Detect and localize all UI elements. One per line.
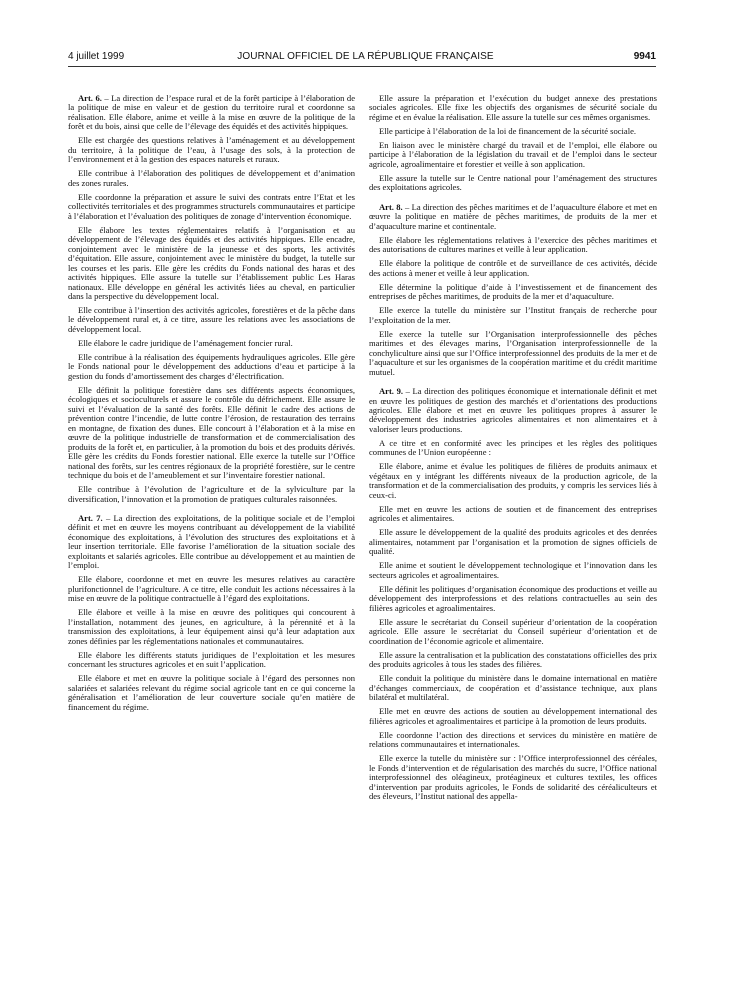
article-label: Art. 9.	[379, 386, 403, 397]
body-paragraph: Elle met en œuvre des actions de soutien au développement international des filières agricoles et agroalimentaires et participe à la promotion de leurs produits.	[369, 706, 657, 726]
body-paragraph: Elle assure le développement de la qualité des produits agricoles et des denrées alimentaires, notamment par l’organisation et la promotion de signes officiels de qualité.	[369, 527, 657, 557]
body-paragraph: Elle exerce la tutelle du ministère sur : l’Office interprofessionnel des céréales, le Fonds d’intervention et de régularisation des marchés du sucre, l’Office national interprofessionnel des oléagineux, protéagineux et cultures textiles, les offices d’intervention par produits agricoles, le Fonds de solidarité des céréaliculteurs et des éleveurs, l’Institut national des appella-	[369, 753, 657, 801]
body-paragraph: Elle assure la centralisation et la publication des constatations officielles des prix des produits agricoles à tous les stades des filières.	[369, 649, 657, 670]
body-paragraph: Elle élabore et veille à la mise en œuvre des politiques qui concourent à l’installation, notamment des jeunes, en agriculture, à la pérennité et à la transmission des exploitations, à leur équipement ainsi qu’à leur adaptation aux zones définies par les réglementations nationales et communautaires.	[68, 607, 355, 646]
article-paragraph	[68, 514, 355, 571]
body-paragraph: Elle est chargée des questions relatives à l’aménagement et au développement du territoire, à la politique de l’eau, à l’usage des sols, à la protection de l’environnement et à la gestion des espaces naturels et ruraux.	[68, 135, 355, 165]
body-paragraph: Elle assure le secrétariat du Conseil supérieur d’orientation de la coopération agricole. Elle assure le secrétariat du Conseil supérieur d’orientation et de coordination de l’économie agricole et alimentaire.	[369, 616, 657, 646]
body-paragraph: Elle met en œuvre les actions de soutien et de financement des entreprises agricoles et alimentaires.	[369, 503, 657, 524]
body-paragraph: Elle assure la tutelle sur le Centre national pour l’aménagement des structures des exploitations agricoles.	[369, 172, 657, 193]
body-paragraph: A ce titre et en conformité avec les principes et les règles des politiques communes de l’Union européenne :	[369, 437, 657, 458]
body-paragraph: Elle coordonne l’action des directions et services du ministère en matière de relations communautaires et internationales.	[369, 729, 657, 750]
header-rule	[68, 66, 656, 67]
body-paragraph: Elle élabore et met en œuvre la politique sociale à l’égard des personnes non salariées et salariées relevant du régime social agricole tant en ce qui concerne la généralisation et l’amélioration de leur couverture sociale qu’en matière de financement du régime.	[68, 673, 355, 712]
body-paragraph: Elle exerce la tutelle sur l’Organisation interprofessionnelle des pêches maritimes et des élevages marins, l’Organisation interprofessionnelle de la conchyliculture ainsi que sur l’Office interprofessionnel des produits de la mer et de l’aquaculture et sur les organismes de la coopération maritime et du crédit maritime mutuel.	[369, 328, 657, 377]
body-paragraph: Elle définit les politiques d’organisation économique des productions et veille au développement des interprofessions et des relations contractuelles au sein des filières agricoles et agroalimentaires.	[369, 583, 657, 613]
article-text: – La direction des exploitations, de la politique sociale et de l’emploi définit et met en œuvre les moyens contribuant au développement de la viabilité économique des exploitations, à l’évolution des structures des exploitations et à leur insertion territoriale. Elle favorise l’amélioration de la situation sociale des exploitants et salariés agricoles. Elle contribue au développement et au maintien de l’emploi.	[68, 513, 355, 571]
body-paragraph: Elle élabore les différents statuts juridiques de l’exploitation et les mesures concernant les structures agricoles et en suit l’application.	[68, 649, 355, 670]
article-label: Art. 6.	[78, 93, 102, 103]
body-paragraph: Elle définit la politique forestière dans ses différents aspects économiques, écologiques et socioculturels et assure le contrôle du défrichement. Elle assure le suivi et l’évaluation de la santé des forêts. Elle définit le cadre des actions de prévention contre l’incendie, de lutte contre l’érosion, de restauration des terrains en montagne, de fixation des dunes. Elle concourt à l’élaboration et à la mise en œuvre de la politique industrielle de transformation et de commercialisation des produits de la forêt et, en particulier, à la promotion du bois et des produits dérivés. Elle gère les crédits du Fonds forestier national. Elle exerce la tutelle sur l’Office national des forêts, sur les centres régionaux de la propriété forestière, sur le centre technique du bois et de l’ameublement et sur l’inventaire forestier national.	[68, 384, 355, 481]
body-paragraph: Elle élabore, anime et évalue les politiques de filières de produits animaux et végétaux en y intégrant les différents niveaux de la production agricole, de la transformation et de la commercialisation des produits, y compris les services liés à ceux-ci.	[369, 461, 657, 500]
body-paragraph: Elle participe à l’élaboration de la loi de financement de la sécurité sociale.	[379, 125, 636, 136]
header-title: JOURNAL OFFICIEL DE LA RÉPUBLIQUE FRANÇAISE	[237, 51, 494, 62]
body-paragraph: Elle détermine la politique d’aide à l’investissement et de financement des entreprises de pêches maritimes, de produits de la mer et d’aquaculture.	[369, 281, 657, 302]
article-text: – La direction de l’espace rural et de la forêt participe à l’élaboration de la politique de mise en valeur et de gestion du territoire rural et coordonne sa réalisation. Elle élabore, anime et veille à la mise en œuvre de la politique de la forêt et du bois, ainsi que celle de l’élevage des équidés et des activités hippiques.	[68, 93, 355, 132]
body-paragraph: Elle contribue à l’insertion des activités agricoles, forestières et de la pêche dans le développement rural et, à ce titre, assure les relations avec les associations de développement local.	[68, 305, 355, 334]
body-paragraph: Elle contribue à la réalisation des équipements hydrauliques agricoles. Elle gère le Fonds national pour le développement des adductions d’eau et participe à la gestion du fonds d’amortissement des charges d’électrification.	[68, 352, 355, 381]
body-paragraph: Elle contribue à l’évolution de l’agriculture et de la sylviculture par la diversification, l’innovation et la promotion de pratiques culturales raisonnées.	[68, 484, 355, 504]
body-paragraph: Elle contribue à l’élaboration des politiques de développement et d’animation des zones rurales.	[68, 168, 355, 188]
body-paragraph: En liaison avec le ministère chargé du travail et de l’emploi, elle élabore ou participe à l’élaboration de la législation du travail et de l’emploi dans le secteur agricole, agroalimentaire et forestier et veille à son application.	[369, 140, 657, 169]
body-paragraph: Elle élabore les réglementations relatives à l’exercice des pêches maritimes et des autorisations de cultures marines et veille à leur application.	[369, 234, 657, 255]
article-label: Art. 7.	[78, 513, 103, 524]
article-text: – La direction des politiques économique et internationale définit et met en œuvre les politiques de gestion des marchés et d’orientations des productions agricoles. Elle élabore et met en œuvre les politiques propres à assurer le développement des industries agricoles alimentaires et non alimentaires et à valoriser leurs productions.	[369, 386, 657, 434]
article-text: – La direction des pêches maritimes et de l’aquaculture élabore et met en œuvre la politique en matière de pêches maritimes, de produits de la mer et d’aquaculture marine et continentale.	[369, 201, 657, 231]
body-paragraph: Elle élabore, coordonne et met en œuvre les mesures relatives au caractère plurifonctionnel de l’agriculture. A ce titre, elle conduit les actions nécessaires à la mise en œuvre de la politique contractuelle à l’égard des exploitations.	[68, 574, 355, 604]
body-paragraph: Elle anime et soutient le développement technologique et l’innovation dans les secteurs agricoles et agroalimentaires.	[369, 560, 657, 580]
right-column	[369, 94, 657, 806]
body-paragraph: Elle exerce la tutelle du ministère sur l’Institut français de recherche pour l’exploitation de la mer.	[369, 305, 657, 325]
body-paragraph: Elle assure la préparation et l’exécution du budget annexe des prestations sociales agricoles. Elle fixe les objectifs des organismes de sécurité sociale du régime et en évalue la réalisation. Elle assure la tutelle sur ces mêmes organismes.	[369, 93, 657, 122]
article-label: Art. 8.	[379, 201, 403, 212]
header-date: 4 juillet 1999	[68, 51, 125, 62]
body-paragraph: Elle coordonne la préparation et assure le suivi des contrats entre l’Etat et les collectivités territoriales et des programmes structurels communautaires et participe à l’élaboration et l’évaluation des politiques de zonage d’intervention économique.	[68, 191, 355, 221]
body-paragraph: Elle conduit la politique du ministère dans le domaine international en matière d’échanges commerciaux, de coopération et d’assistance technique, aux plans bilatéral et multilatéral.	[369, 673, 657, 703]
article-paragraph	[68, 94, 355, 132]
article-paragraph	[369, 387, 657, 434]
body-paragraph: Elle élabore les textes réglementaires relatifs à l’organisation et au développement de l’élevage des équidés et des activités hippiques. Elle encadre, conjointement avec le ministère de la jeunesse et des sports, les activités d’équitation. Elle assure, conjointement avec le ministère du budget, la tutelle sur les courses et les paris. Elle gère les crédits du Fonds national des haras et des activités hippiques. Elle assure la tutelle sur l’établissement public Les Haras nationaux. Elle développe en général les activités liées au cheval, en particulier dans la perspective du développement local.	[68, 224, 355, 301]
body-paragraph: Elle élabore le cadre juridique de l’aménagement foncier rural.	[78, 337, 293, 348]
body-paragraph: Elle élabore la politique de contrôle et de surveillance de ces activités, décide des actions à mener et veille à leur application.	[369, 258, 657, 278]
article-paragraph	[369, 203, 657, 231]
left-column	[68, 94, 355, 717]
header-page-number: 9941	[633, 51, 656, 62]
